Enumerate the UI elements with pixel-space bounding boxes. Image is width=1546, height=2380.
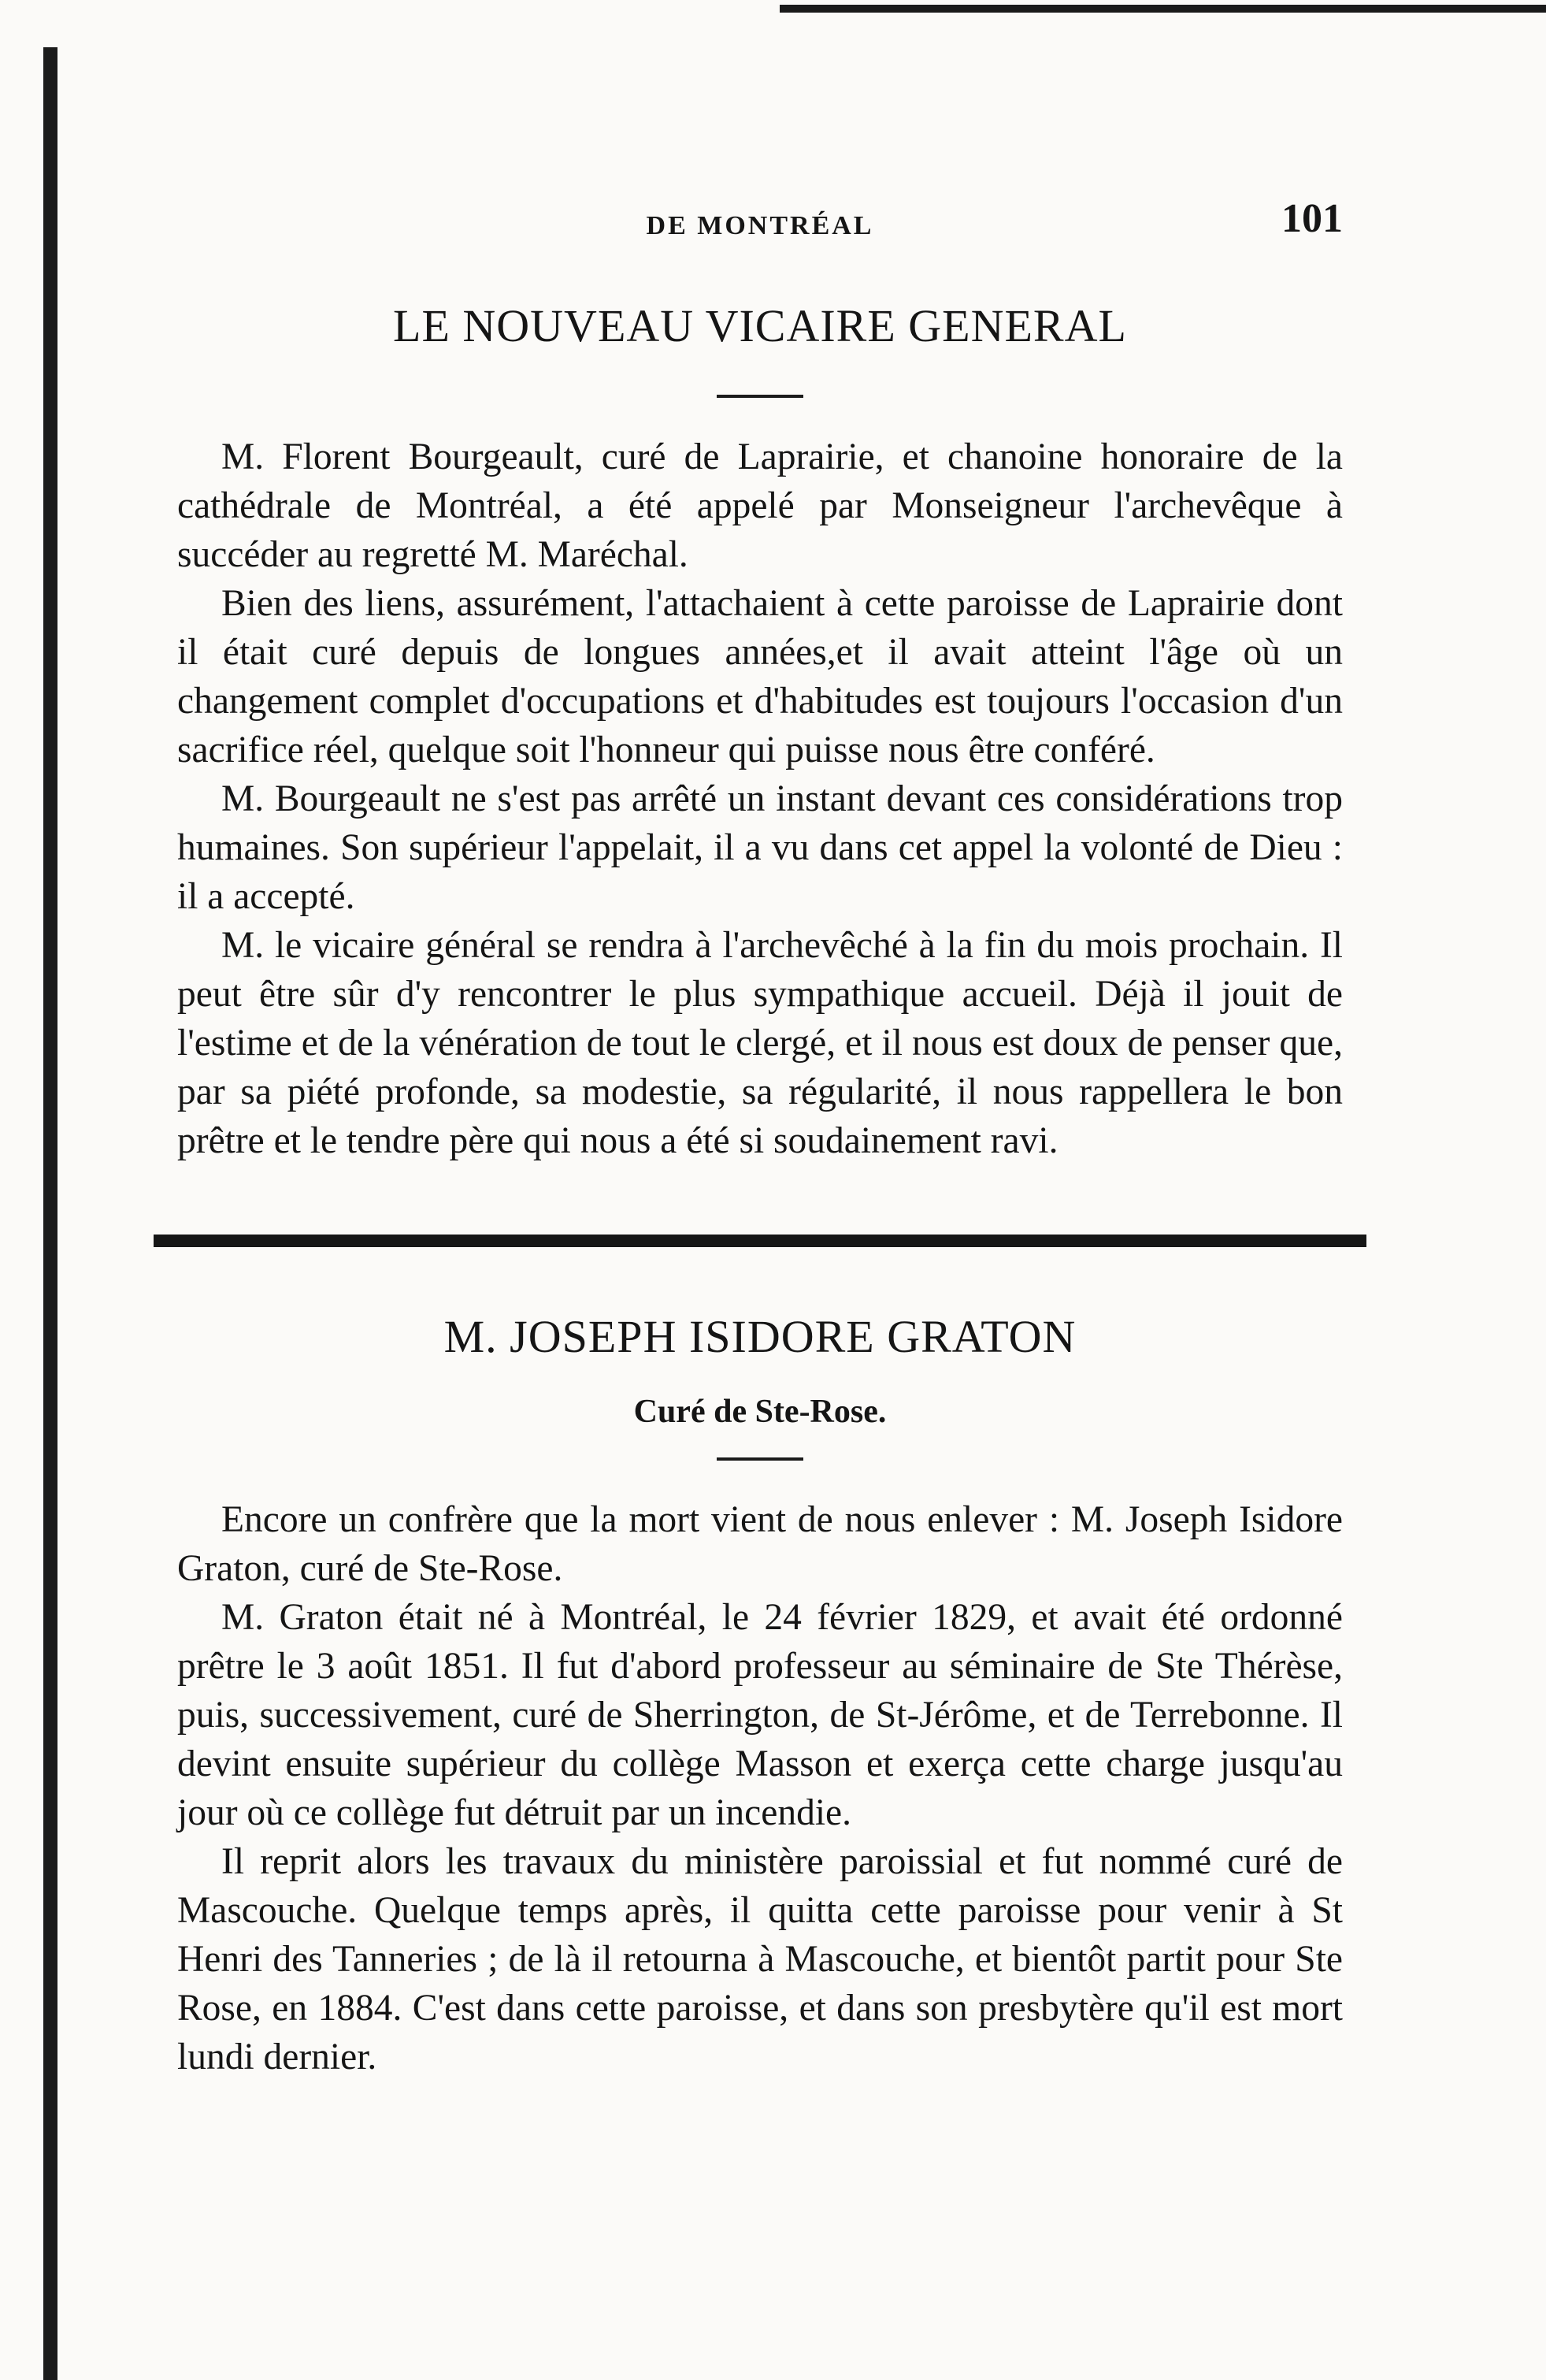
subtitle-divider: [717, 1457, 803, 1461]
paragraph: Il reprit alors les travaux du ministère paroissial et fut nommé curé de Mascouche. Quelque temps après, il quitta cette paroisse pour venir à St Henri des Tanneries ; de là il retourna à Mascouche, et bientôt partit pour Ste Rose, en 1884. C'est dans cette paroisse, et dans son presbytère qu'il est mort lundi dernier.: [177, 1841, 1343, 2077]
paragraph: M. Florent Bourgeault, curé de Laprairie, et chanoine honoraire de la cathédrale de Montréal, a été appelé par Monseigneur l'archevêque à succéder au regretté M. Maréchal.: [177, 436, 1343, 575]
paragraph: M. Bourgeault ne s'est pas arrêté un instant devant ces considérations trop humaines. Son supérieur l'appelait, il a vu dans cet appel la volonté de Dieu : il a accepté.: [177, 778, 1343, 917]
paragraph: Encore un confrère que la mort vient de nous enlever : M. Joseph Isidore Graton, curé de Ste-Rose.: [177, 1499, 1343, 1589]
article-title-graton: M. JOSEPH ISIDORE GRATON: [443, 1311, 1077, 1362]
article-body-vicaire: [177, 433, 1343, 1165]
running-title: DE MONTRÉAL: [646, 211, 874, 240]
article-subtitle: Curé de Ste-Rose.: [633, 1394, 887, 1430]
title-divider: [717, 395, 803, 398]
document-page: [177, 189, 1343, 2081]
page-number: 101: [1281, 196, 1343, 241]
left-scan-edge: [43, 47, 57, 2380]
running-head: [177, 189, 1343, 244]
top-border-rule: [780, 5, 1546, 13]
article-title-vicaire: LE NOUVEAU VICAIRE GENERAL: [393, 300, 1127, 351]
paragraph: M. Graton était né à Montréal, le 24 février 1829, et avait été ordonné prêtre le 3 août 1851. Il fut d'abord professeur au séminaire de Ste Thérèse, puis, successivement, curé de Sherrington, de St-Jérôme, et de Terrebonne. Il devint ensuite supérieur du collège Masson et exerça cette charge jusqu'au jour où ce collège fut détruit par un incendie.: [177, 1597, 1343, 1833]
paragraph: M. le vicaire général se rendra à l'archevêché à la fin du mois prochain. Il peut être sûr d'y rencontrer le plus sympathique accueil. Déjà il jouit de l'estime et de la vénération de tout le clergé, et il nous est doux de penser que, par sa piété profonde, sa modestie, sa régularité, il nous rappellera le bon prêtre et le tendre père qui nous a été si soudainement ravi.: [177, 925, 1343, 1161]
paragraph: Bien des liens, assurément, l'attachaient à cette paroisse de Laprairie dont il était curé depuis de longues années,et il avait atteint l'âge où un changement complet d'occupations et d'habitudes est toujours l'occasion d'un sacrifice réel, quelque soit l'honneur qui puisse nous être conféré.: [177, 583, 1343, 770]
section-separator: [154, 1235, 1366, 1247]
article-body-graton: [177, 1495, 1343, 2081]
